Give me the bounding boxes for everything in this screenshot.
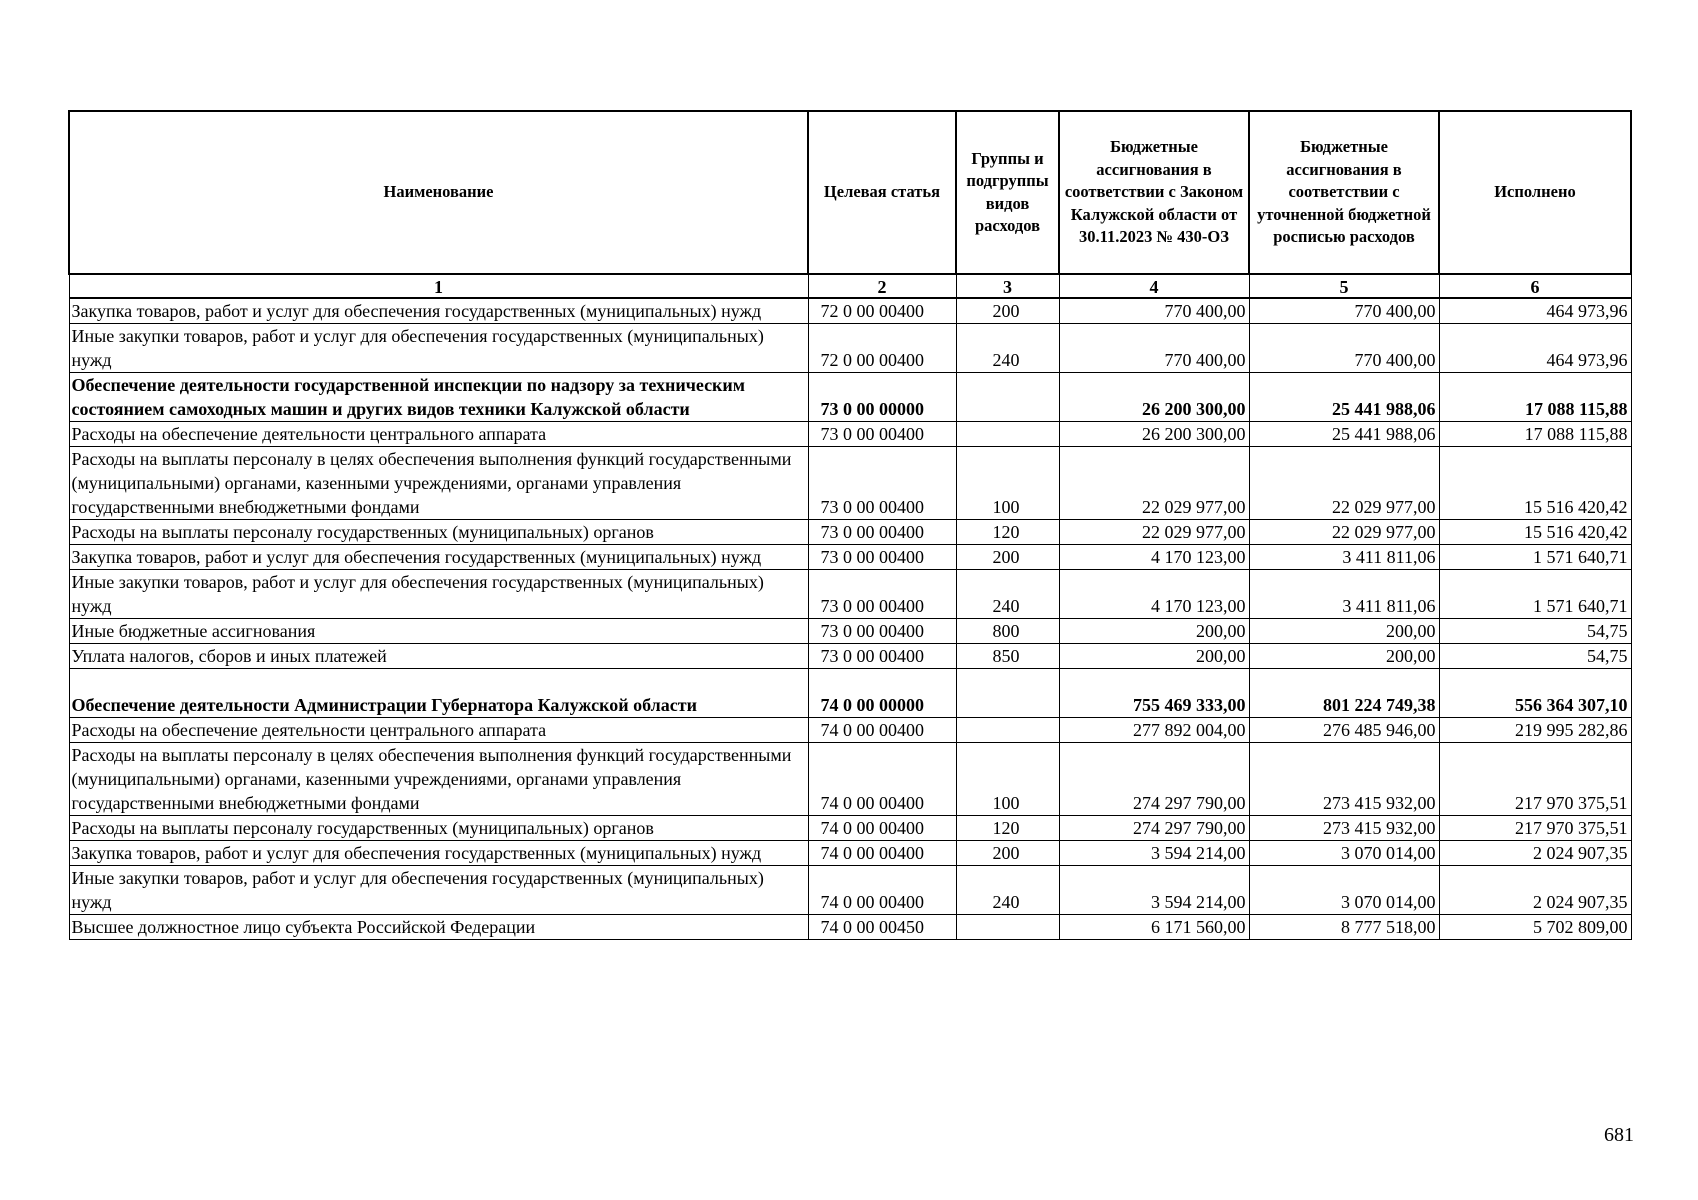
row-law-allocation: 22 029 977,00 xyxy=(1059,447,1249,520)
row-name: Расходы на выплаты персоналу государственных (муниципальных) органов xyxy=(69,816,808,841)
row-name: Расходы на обеспечение деятельности центрального аппарата xyxy=(69,718,808,743)
table-body xyxy=(69,274,1631,940)
row-expense-group xyxy=(956,915,1059,940)
row-executed: 217 970 375,51 xyxy=(1439,743,1631,816)
header-expense-groups: Группы и подгруппы видов расходов xyxy=(956,111,1059,274)
table-row xyxy=(69,520,1631,545)
row-target-article: 73 0 00 00400 xyxy=(808,520,956,545)
row-refined-allocation: 22 029 977,00 xyxy=(1249,520,1439,545)
row-expense-group xyxy=(956,422,1059,447)
row-law-allocation: 4 170 123,00 xyxy=(1059,570,1249,619)
row-target-article: 74 0 00 00400 xyxy=(808,718,956,743)
row-expense-group xyxy=(956,373,1059,422)
table-row xyxy=(69,447,1631,520)
table-row xyxy=(69,422,1631,447)
row-law-allocation: 6 171 560,00 xyxy=(1059,915,1249,940)
row-law-allocation: 770 400,00 xyxy=(1059,298,1249,324)
column-number: 6 xyxy=(1439,274,1631,298)
row-expense-group xyxy=(956,718,1059,743)
header-executed: Исполнено xyxy=(1439,111,1631,274)
row-target-article: 72 0 00 00400 xyxy=(808,298,956,324)
row-name: Закупка товаров, работ и услуг для обеспечения государственных (муниципальных) нужд xyxy=(69,545,808,570)
row-expense-group: 240 xyxy=(956,866,1059,915)
row-executed: 2 024 907,35 xyxy=(1439,866,1631,915)
row-name: Закупка товаров, работ и услуг для обеспечения государственных (муниципальных) нужд xyxy=(69,841,808,866)
row-law-allocation: 274 297 790,00 xyxy=(1059,743,1249,816)
row-law-allocation: 200,00 xyxy=(1059,619,1249,644)
row-executed: 464 973,96 xyxy=(1439,298,1631,324)
header-law-allocations: Бюджетные ассигнования в соответствии с Законом Калужской области от 30.11.2023 № 430-ОЗ xyxy=(1059,111,1249,274)
row-expense-group: 200 xyxy=(956,298,1059,324)
row-refined-allocation: 22 029 977,00 xyxy=(1249,447,1439,520)
row-target-article: 73 0 00 00000 xyxy=(808,373,956,422)
column-number-row xyxy=(69,274,1631,298)
row-law-allocation: 4 170 123,00 xyxy=(1059,545,1249,570)
row-name: Иные бюджетные ассигнования xyxy=(69,619,808,644)
table-row xyxy=(69,545,1631,570)
row-refined-allocation: 3 070 014,00 xyxy=(1249,841,1439,866)
table-row xyxy=(69,298,1631,324)
row-law-allocation: 274 297 790,00 xyxy=(1059,816,1249,841)
row-law-allocation: 277 892 004,00 xyxy=(1059,718,1249,743)
row-refined-allocation: 3 411 811,06 xyxy=(1249,570,1439,619)
header-target-article: Целевая статья xyxy=(808,111,956,274)
row-executed: 54,75 xyxy=(1439,619,1631,644)
row-refined-allocation: 273 415 932,00 xyxy=(1249,743,1439,816)
row-refined-allocation: 273 415 932,00 xyxy=(1249,816,1439,841)
row-executed: 54,75 xyxy=(1439,644,1631,669)
row-target-article: 73 0 00 00400 xyxy=(808,619,956,644)
row-target-article: 73 0 00 00400 xyxy=(808,422,956,447)
row-name: Иные закупки товаров, работ и услуг для обеспечения государственных (муниципальных) нужд xyxy=(69,324,808,373)
header-row xyxy=(69,111,1631,274)
row-refined-allocation: 3 411 811,06 xyxy=(1249,545,1439,570)
row-expense-group: 120 xyxy=(956,520,1059,545)
row-expense-group: 120 xyxy=(956,816,1059,841)
row-law-allocation: 26 200 300,00 xyxy=(1059,422,1249,447)
row-target-article: 74 0 00 00450 xyxy=(808,915,956,940)
row-executed: 17 088 115,88 xyxy=(1439,373,1631,422)
row-expense-group: 240 xyxy=(956,570,1059,619)
row-name: Высшее должностное лицо субъекта Российской Федерации xyxy=(69,915,808,940)
table-row xyxy=(69,743,1631,816)
row-executed: 5 702 809,00 xyxy=(1439,915,1631,940)
row-executed: 464 973,96 xyxy=(1439,324,1631,373)
row-refined-allocation: 8 777 518,00 xyxy=(1249,915,1439,940)
table-row xyxy=(69,866,1631,915)
row-executed: 15 516 420,42 xyxy=(1439,447,1631,520)
row-refined-allocation: 276 485 946,00 xyxy=(1249,718,1439,743)
row-name: Обеспечение деятельности Администрации Губернатора Калужской области xyxy=(69,669,808,718)
table-row xyxy=(69,570,1631,619)
row-refined-allocation: 770 400,00 xyxy=(1249,298,1439,324)
row-name: Расходы на выплаты персоналу в целях обеспечения выполнения функций государственными (муниципальными) органами, казенными учреждениями, органами управления государственными внебюджетными фондами xyxy=(69,743,808,816)
row-refined-allocation: 801 224 749,38 xyxy=(1249,669,1439,718)
row-law-allocation: 770 400,00 xyxy=(1059,324,1249,373)
row-executed: 1 571 640,71 xyxy=(1439,545,1631,570)
table-header xyxy=(69,111,1631,274)
row-expense-group: 850 xyxy=(956,644,1059,669)
row-expense-group: 200 xyxy=(956,545,1059,570)
table-row xyxy=(69,373,1631,422)
row-refined-allocation: 200,00 xyxy=(1249,644,1439,669)
row-expense-group: 100 xyxy=(956,743,1059,816)
row-target-article: 73 0 00 00400 xyxy=(808,545,956,570)
row-expense-group: 100 xyxy=(956,447,1059,520)
row-refined-allocation: 770 400,00 xyxy=(1249,324,1439,373)
row-expense-group: 200 xyxy=(956,841,1059,866)
row-executed: 1 571 640,71 xyxy=(1439,570,1631,619)
row-name: Расходы на обеспечение деятельности центрального аппарата xyxy=(69,422,808,447)
table-row xyxy=(69,841,1631,866)
budget-table-sheet xyxy=(68,110,1630,940)
row-expense-group xyxy=(956,669,1059,718)
row-target-article: 74 0 00 00400 xyxy=(808,743,956,816)
table-row xyxy=(69,669,1631,718)
row-executed: 2 024 907,35 xyxy=(1439,841,1631,866)
table-row xyxy=(69,816,1631,841)
row-target-article: 74 0 00 00400 xyxy=(808,816,956,841)
budget-execution-table xyxy=(68,110,1632,940)
table-row xyxy=(69,718,1631,743)
table-row xyxy=(69,324,1631,373)
column-number: 4 xyxy=(1059,274,1249,298)
row-refined-allocation: 3 070 014,00 xyxy=(1249,866,1439,915)
row-law-allocation: 22 029 977,00 xyxy=(1059,520,1249,545)
row-target-article: 73 0 00 00400 xyxy=(808,644,956,669)
row-executed: 15 516 420,42 xyxy=(1439,520,1631,545)
row-target-article: 74 0 00 00400 xyxy=(808,841,956,866)
row-executed: 556 364 307,10 xyxy=(1439,669,1631,718)
row-target-article: 74 0 00 00400 xyxy=(808,866,956,915)
row-law-allocation: 3 594 214,00 xyxy=(1059,866,1249,915)
row-refined-allocation: 25 441 988,06 xyxy=(1249,422,1439,447)
row-name: Иные закупки товаров, работ и услуг для обеспечения государственных (муниципальных) нужд xyxy=(69,866,808,915)
row-law-allocation: 26 200 300,00 xyxy=(1059,373,1249,422)
header-refined-allocations: Бюджетные ассигнования в соответствии с уточненной бюджетной росписью расходов xyxy=(1249,111,1439,274)
table-row xyxy=(69,619,1631,644)
row-target-article: 74 0 00 00000 xyxy=(808,669,956,718)
row-name: Закупка товаров, работ и услуг для обеспечения государственных (муниципальных) нужд xyxy=(69,298,808,324)
row-executed: 217 970 375,51 xyxy=(1439,816,1631,841)
row-name: Расходы на выплаты персоналу государственных (муниципальных) органов xyxy=(69,520,808,545)
row-target-article: 73 0 00 00400 xyxy=(808,570,956,619)
row-expense-group: 240 xyxy=(956,324,1059,373)
row-target-article: 73 0 00 00400 xyxy=(808,447,956,520)
column-number: 2 xyxy=(808,274,956,298)
table-row xyxy=(69,644,1631,669)
column-number: 5 xyxy=(1249,274,1439,298)
column-number: 1 xyxy=(69,274,808,298)
header-name: Наименование xyxy=(69,111,808,274)
row-name: Расходы на выплаты персоналу в целях обеспечения выполнения функций государственными (муниципальными) органами, казенными учреждениями, органами управления государственными внебюджетными фондами xyxy=(69,447,808,520)
row-name: Уплата налогов, сборов и иных платежей xyxy=(69,644,808,669)
page-number: 681 xyxy=(1604,1124,1634,1146)
row-law-allocation: 200,00 xyxy=(1059,644,1249,669)
row-refined-allocation: 25 441 988,06 xyxy=(1249,373,1439,422)
row-name: Обеспечение деятельности государственной инспекции по надзору за техническим состоянием самоходных машин и других видов техники Калужской области xyxy=(69,373,808,422)
row-target-article: 72 0 00 00400 xyxy=(808,324,956,373)
row-law-allocation: 755 469 333,00 xyxy=(1059,669,1249,718)
row-name: Иные закупки товаров, работ и услуг для обеспечения государственных (муниципальных) нужд xyxy=(69,570,808,619)
row-refined-allocation: 200,00 xyxy=(1249,619,1439,644)
table-row xyxy=(69,915,1631,940)
row-expense-group: 800 xyxy=(956,619,1059,644)
row-executed: 17 088 115,88 xyxy=(1439,422,1631,447)
row-executed: 219 995 282,86 xyxy=(1439,718,1631,743)
column-number: 3 xyxy=(956,274,1059,298)
row-law-allocation: 3 594 214,00 xyxy=(1059,841,1249,866)
